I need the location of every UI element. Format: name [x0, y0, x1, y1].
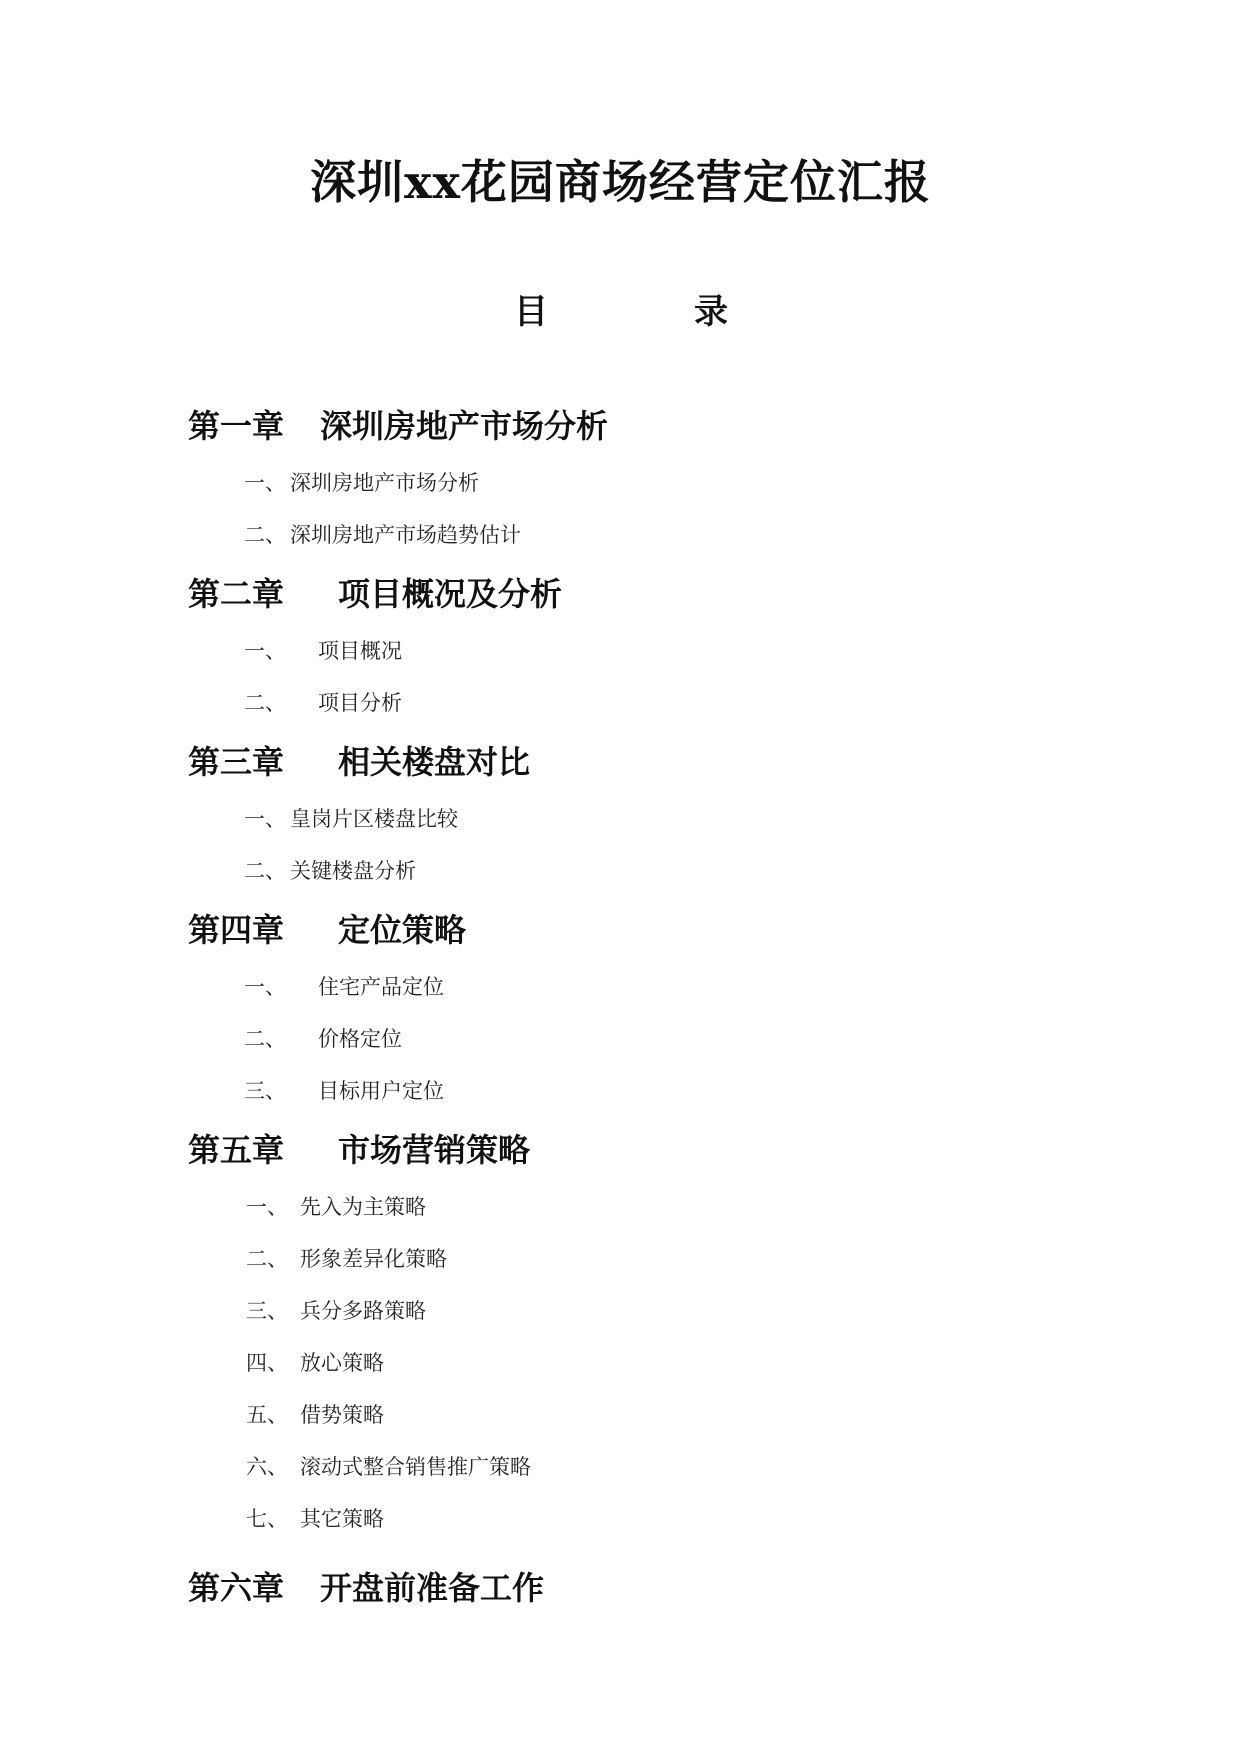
section-number: 一、: [244, 639, 286, 663]
section-number: 一、: [244, 471, 286, 495]
section-title: 价格定位: [318, 1027, 402, 1051]
section-title: 滚动式整合销售推广策略: [300, 1455, 531, 1479]
section-title: 深圳房地产市场趋势估计: [290, 523, 521, 547]
section-title: 其它策略: [300, 1507, 384, 1531]
section-number: 二、: [244, 859, 286, 883]
section-number: 一、: [244, 807, 286, 831]
chapter-6-heading: [188, 1566, 545, 1610]
section-number: 二、: [246, 1247, 288, 1271]
chapter-number: 第四章: [188, 911, 285, 949]
section-number: 一、: [246, 1195, 288, 1219]
document-title: 深圳xx花园商场经营定位汇报: [310, 155, 931, 209]
chapter-number: 第三章: [188, 743, 285, 781]
section-number: 四、: [246, 1351, 288, 1375]
section-number: 二、: [244, 523, 286, 547]
section-title: 放心策略: [300, 1351, 384, 1375]
chapter-title: 定位策略: [338, 911, 467, 949]
section-number: 六、: [246, 1455, 288, 1479]
section-number: 二、: [244, 691, 286, 715]
chapter-number: 第五章: [188, 1131, 285, 1169]
chapter-title: 相关楼盘对比: [338, 743, 531, 781]
toc-heading-char-2: 录: [694, 292, 728, 332]
chapter-title: 深圳房地产市场分析: [320, 407, 609, 445]
chapter-5-heading: [188, 1128, 531, 1172]
section-title: 目标用户定位: [318, 1079, 444, 1103]
chapter-2-heading: [188, 572, 563, 616]
section-number: 五、: [246, 1403, 288, 1427]
section-title: 先入为主策略: [300, 1195, 426, 1219]
section-number: 三、: [246, 1299, 288, 1323]
chapter-3-heading: [188, 740, 531, 784]
section-title: 形象差异化策略: [300, 1247, 447, 1271]
chapter-title: 市场营销策略: [338, 1131, 531, 1169]
chapter-1-heading: [188, 404, 609, 448]
section-title: 项目分析: [318, 691, 402, 715]
chapter-number: 第二章: [188, 575, 285, 613]
section-title: 借势策略: [300, 1403, 384, 1427]
chapter-4-heading: [188, 908, 467, 952]
section-number: 一、: [244, 975, 286, 999]
section-title: 皇岗片区楼盘比较: [290, 807, 458, 831]
section-number: 七、: [246, 1507, 288, 1531]
section-title: 项目概况: [318, 639, 402, 663]
section-title: 深圳房地产市场分析: [290, 471, 479, 495]
chapter-number: 第一章: [188, 407, 285, 445]
section-title: 兵分多路策略: [300, 1299, 426, 1323]
section-title: 关键楼盘分析: [290, 859, 416, 883]
section-number: 二、: [244, 1027, 286, 1051]
chapter-title: 项目概况及分析: [338, 575, 563, 613]
toc-heading: [0, 290, 1241, 334]
toc-heading-char-1: 目: [514, 292, 548, 332]
section-title: 住宅产品定位: [318, 975, 444, 999]
section-number: 三、: [244, 1079, 286, 1103]
chapter-number: 第六章: [188, 1569, 285, 1607]
chapter-title: 开盘前准备工作: [320, 1569, 545, 1607]
